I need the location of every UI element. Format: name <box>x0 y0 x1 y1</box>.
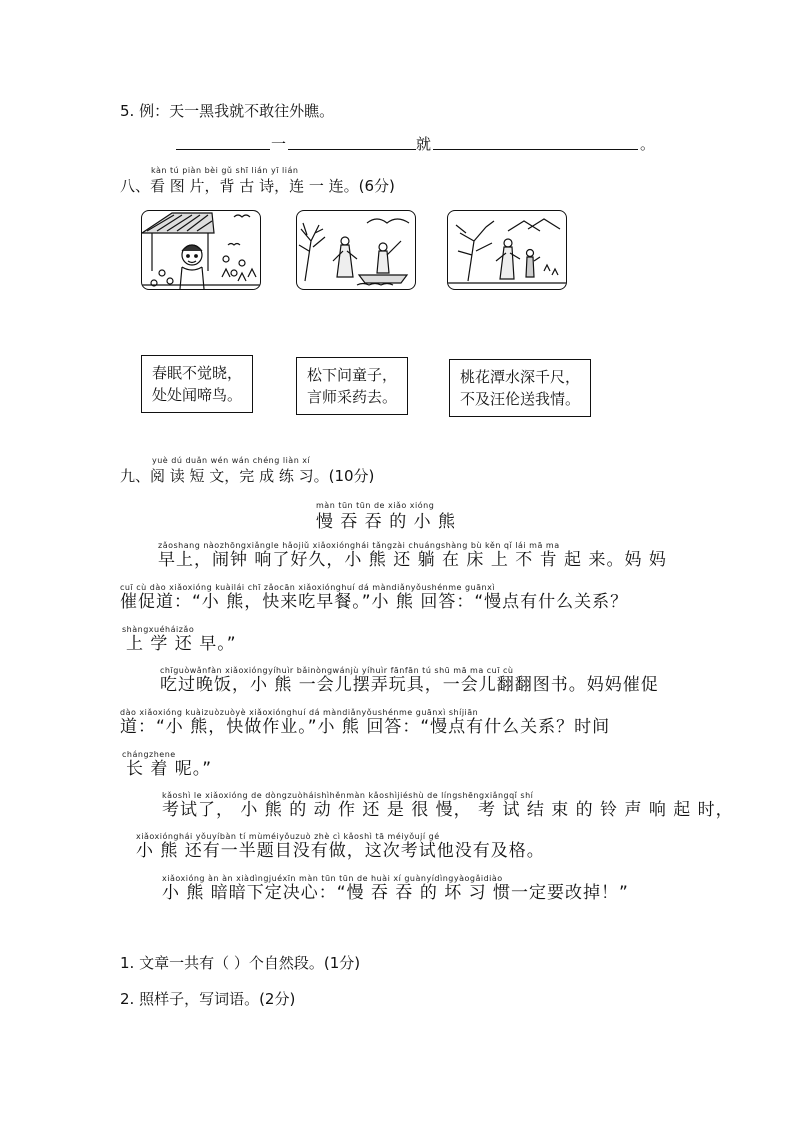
story-line-4-pinyin: chīguòwǎnfàn xiǎoxióngyíhuìr bǎinòngwánjù yíhuìr fānfān tú shū mā ma cuī cù <box>160 666 514 675</box>
poem-1-line-2: 处处闻啼鸟。 <box>152 386 243 404</box>
q5-example: 5. 例：天一黑我就不敢往外瞧。 <box>120 102 335 120</box>
child-birds-illustration <box>142 211 260 289</box>
question-2: 2. 照样子，写词语。(2分) <box>120 990 296 1008</box>
q5-yi: 一 <box>271 135 287 153</box>
poem-2-line-1: 松下问童子， <box>307 366 398 384</box>
q5-jiu: 就 <box>416 135 432 153</box>
story-line-5: 道：“小 熊，快做作业。”小 熊 回答：“慢点有什么关系？时间 <box>120 717 611 737</box>
s9-pinyin: yuè dú duǎn wén wán chéng liàn xí <box>152 456 311 465</box>
story-line-8-pinyin: xiǎoxiónghái yǒuyíbàn tí mùméiyǒuzuò zhè cì kǎoshì tā méiyǒují gé <box>136 832 440 841</box>
q5-blank-3[interactable] <box>433 149 638 150</box>
poem-3-line-2: 不及汪伦送我情。 <box>460 390 581 408</box>
s8-title: 八、看 图 片，背 古 诗，连 一 连。(6分) <box>120 177 395 195</box>
story-line-6-pinyin: chángzhene <box>122 750 176 759</box>
poem-1-line-1: 春眠不觉晓， <box>152 364 243 382</box>
story-line-3: 上 学 还 早。” <box>126 634 237 654</box>
poem-box-1[interactable] <box>141 355 253 413</box>
story-line-2-pinyin: cuī cù dào xiǎoxióng kuàilái chī zǎocān xiǎoxiónghuí dá màndiǎnyǒushénme guānxì <box>120 583 496 592</box>
story-line-2: 催促道：“小 熊，快来吃早餐。”小 熊 回答：“慢点有什么关系？ <box>120 592 629 612</box>
story-line-3-pinyin: shàngxuéháizǎo <box>122 625 195 634</box>
story-line-9: 小 熊 暗暗下定决心：“慢 吞 吞 的 坏 习 惯一定要改掉！” <box>162 883 629 903</box>
story-line-7: 考试了， 小 熊 的 动 作 还 是 很 慢， 考 试 结 束 的 铃 声 响 起 时， <box>162 800 734 820</box>
q5-blank-2[interactable] <box>288 149 416 150</box>
traveler-boat-illustration <box>297 211 415 289</box>
poem-box-3[interactable] <box>449 359 591 417</box>
poem-3-line-1: 桃花潭水深千尺， <box>460 368 581 386</box>
story-line-1: 早上，闹钟 响了好久，小 熊 还 躺 在 床 上 不 肯 起 来。妈 妈 <box>158 550 667 570</box>
s9-title: 九、阅 读 短 文，完 成 练 习。(10分) <box>120 467 375 485</box>
story-line-8: 小 熊 还有一半题目没有做，这次考试他没有及格。 <box>136 841 545 861</box>
story-line-7-pinyin: kǎoshì le xiǎoxióng de dòngzuòháishìhěnmàn kǎoshìjiéshù de língshēngxiǎngqǐ shí <box>162 791 534 800</box>
story-line-4: 吃过晚饭，小 熊 一会儿摆弄玩具，一会儿翻翻图书。妈妈催促 <box>160 675 659 695</box>
q5-blank-1[interactable] <box>176 149 270 150</box>
q5-end: 。 <box>640 135 656 153</box>
story-line-9-pinyin: xiǎoxióng àn àn xiàdìngjuéxīn màn tūn tūn de huài xí guànyídìngyàogǎidiào <box>162 874 503 883</box>
story-title: 慢 吞 吞 的 小 熊 <box>316 512 457 532</box>
pine-man-boy-illustration <box>448 211 566 289</box>
picture-spring-morning[interactable] <box>141 210 261 290</box>
picture-farewell[interactable] <box>296 210 416 290</box>
story-line-6: 长 着 呢。” <box>126 759 213 779</box>
story-line-1-pinyin: zǎoshang nàozhōngxiǎngle hǎojiǔ xiǎoxiónghái tǎngzài chuángshàng bù kěn qǐ lái mā ma <box>158 541 560 550</box>
poem-2-line-2: 言师采药去。 <box>307 388 398 406</box>
picture-pine-tree[interactable] <box>447 210 567 290</box>
story-title-pinyin: màn tūn tūn de xiǎo xióng <box>316 501 435 510</box>
story-line-5-pinyin: dào xiǎoxióng kuàizuòzuòyè xiǎoxiónghuí dá màndiǎnyǒushénme guānxì shíjiān <box>120 708 479 717</box>
s8-pinyin: kàn tú piàn bèi gǔ shī lián yī lián <box>151 166 299 175</box>
poem-box-2[interactable] <box>296 357 408 415</box>
question-1: 1. 文章一共有（ ）个自然段。(1分) <box>120 954 361 972</box>
